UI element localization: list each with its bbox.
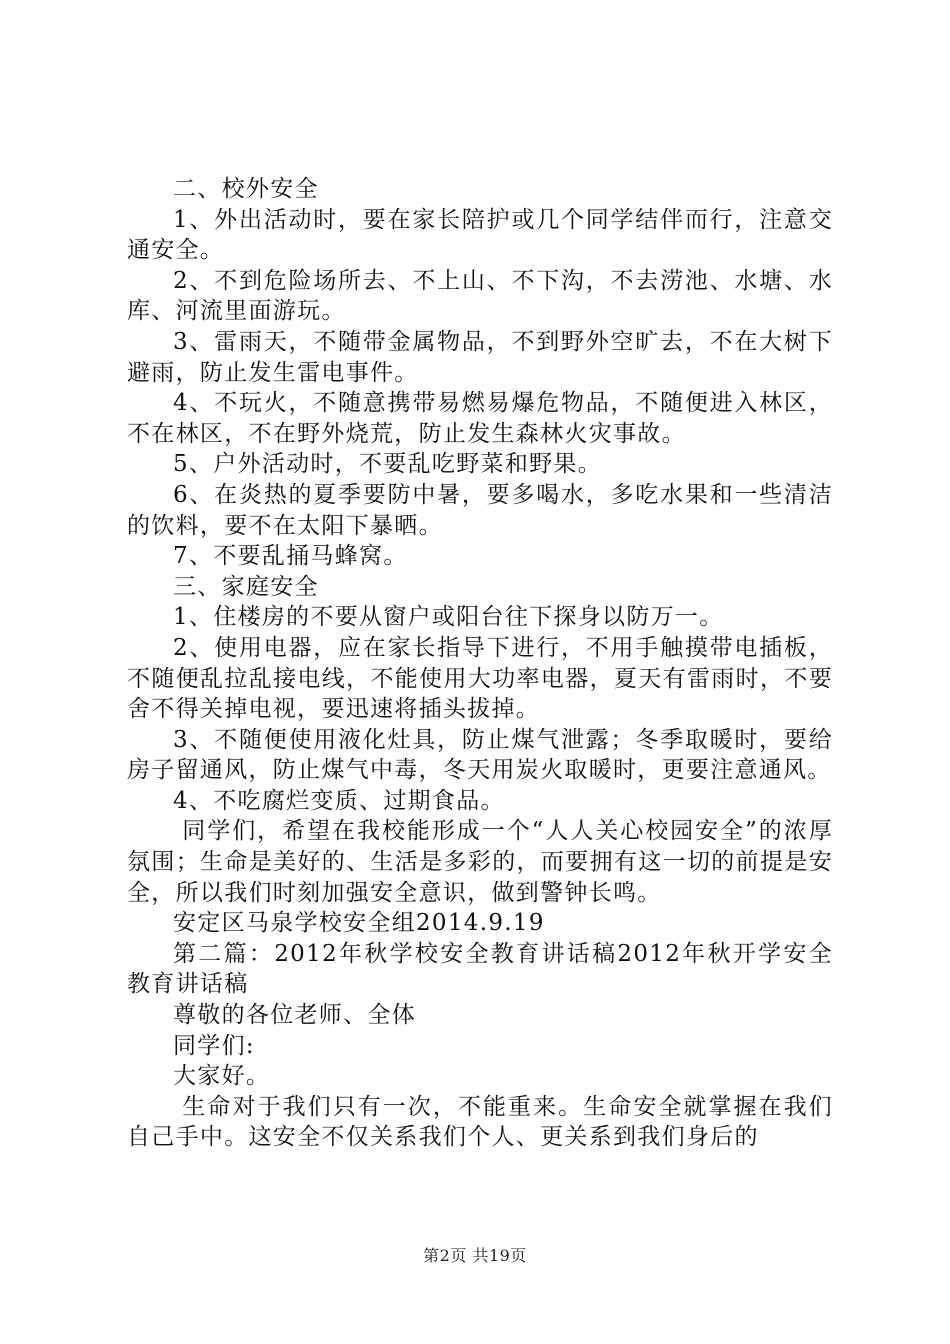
paragraph: 4、不吃腐烂变质、过期食品。	[173, 787, 505, 814]
page-footer: 第2页 共19页	[423, 1246, 527, 1265]
paragraph: 3、雷雨天，不随带金属物品，不到野外空旷去，不在大树下避雨，防止发生雷电事件。	[127, 328, 833, 386]
section-heading-home: 三、家庭安全	[173, 573, 319, 600]
paragraph: 同学们，希望在我校能形成一个“人人关心校园安全”的浓厚氛围；生命是美好的、生活是多彩的，而要拥有这一切的前提是安全，所以我们时刻加强安全意识，做到警钟长鸣。	[127, 818, 833, 906]
second-article-title: 第二篇：2012年秋学校安全教育讲话稿2012年秋开学安全教育讲话稿	[127, 940, 833, 998]
paragraph: 2、不到危险场所去、不上山、不下沟，不去涝池、水塘、水库、河流里面游玩。	[127, 267, 833, 325]
paragraph: 3、不随便使用液化灶具，防止煤气泄露；冬季取暖时，要给房子留通风，防止煤气中毒，冬天用炭火取暖时，更要注意通风。	[127, 726, 833, 784]
document-body	[127, 174, 833, 1153]
salutation: 尊敬的各位老师、全体	[173, 1002, 416, 1029]
greeting: 大家好。	[173, 1063, 271, 1090]
paragraph: 7、不要乱捅马蜂窝。	[173, 543, 408, 570]
paragraph: 2、使用电器，应在家长指导下进行，不用手触摸带电插板，不随便乱拉乱接电线，不能使用大功率电器，夏天有雷雨时，不要舍不得关掉电视，要迅速将插头拔掉。	[127, 634, 833, 723]
paragraph: 6、在炎热的夏季要防中暑，要多喝水，多吃水果和一些清洁的饮料，要不在太阳下暴晒。	[127, 481, 833, 539]
signature-line: 安定区马泉学校安全组2014.9.19	[173, 910, 545, 937]
section-heading-off-campus: 二、校外安全	[173, 176, 319, 202]
paragraph: 4、不玩火，不随意携带易燃易爆危物品，不随便进入林区，不在林区，不在野外烧荒，防止发生森林火灾事故。	[127, 390, 833, 447]
paragraph: 1、住楼房的不要从窗户或阳台往下探身以防万一。	[173, 604, 724, 631]
paragraph: 生命对于我们只有一次，不能重来。生命安全就掌握在我们自己手中。这安全不仅关系我们个人、更关系到我们身后的	[127, 1093, 833, 1151]
paragraph: 1、外出活动时，要在家长陪护或几个同学结伴而行，注意交通安全。	[127, 206, 833, 264]
salutation: 同学们:	[173, 1032, 255, 1059]
paragraph: 5、户外活动时，不要乱吃野菜和野果。	[173, 451, 603, 478]
